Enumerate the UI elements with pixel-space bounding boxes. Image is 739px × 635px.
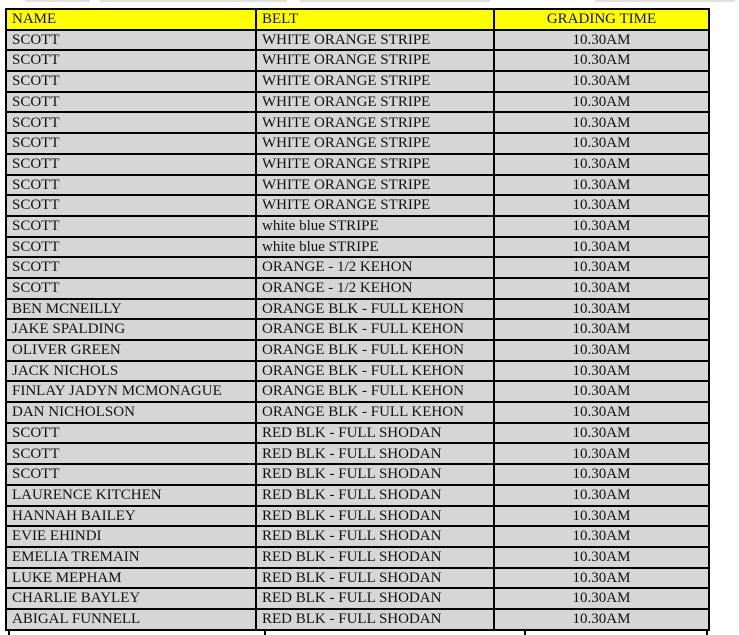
cell-belt: RED BLK - FULL SHODAN: [256, 423, 494, 444]
cell-name: SCOTT: [6, 154, 256, 175]
cell-belt: RED BLK - FULL SHODAN: [256, 609, 494, 630]
table-row: [6, 568, 709, 589]
cell-name: ABIGAL FUNNELL: [6, 609, 256, 630]
cell-name: OLIVER GREEN: [6, 340, 256, 361]
cell-belt: WHITE ORANGE STRIPE: [256, 50, 494, 71]
cell-belt: RED BLK - FULL SHODAN: [256, 547, 494, 568]
cell-belt: ORANGE BLK - FULL KEHON: [256, 402, 494, 423]
cell-name: SCOTT: [6, 216, 256, 237]
cell-name: HANNAH BAILEY: [6, 506, 256, 527]
table-row: [6, 278, 709, 299]
cell-name: JAKE SPALDING: [6, 319, 256, 340]
table-row: [6, 340, 709, 361]
cell-grading-time: 10.30AM: [494, 50, 709, 71]
cell-grading-time: 10.30AM: [494, 464, 709, 485]
cutoff-content-above: [100, 0, 287, 2]
cell-name: SCOTT: [6, 71, 256, 92]
cell-belt: WHITE ORANGE STRIPE: [256, 71, 494, 92]
cell-name: JACK NICHOLS: [6, 361, 256, 382]
table-row: [6, 464, 709, 485]
table-row: [6, 402, 709, 423]
cell-grading-time: 10.30AM: [494, 257, 709, 278]
table-row: [6, 112, 709, 133]
table-row: [6, 30, 709, 51]
table-row: [6, 485, 709, 506]
cell-belt: RED BLK - FULL SHODAN: [256, 568, 494, 589]
cell-name: DAN NICHOLSON: [6, 402, 256, 423]
cell-grading-time: 10.30AM: [494, 237, 709, 258]
cell-name: SCOTT: [6, 195, 256, 216]
cell-grading-time: 10.30AM: [494, 381, 709, 402]
cell-name: SCOTT: [6, 30, 256, 51]
cell-belt: RED BLK - FULL SHODAN: [256, 588, 494, 609]
cell-grading-time: 10.30AM: [494, 195, 709, 216]
cell-belt: RED BLK - FULL SHODAN: [256, 526, 494, 547]
cell-belt: WHITE ORANGE STRIPE: [256, 175, 494, 196]
table-row: [6, 154, 709, 175]
cell-belt: WHITE ORANGE STRIPE: [256, 195, 494, 216]
cell-grading-time: 10.30AM: [494, 526, 709, 547]
cell-name: SCOTT: [6, 133, 256, 154]
column-header-grading-time: GRADING TIME: [494, 9, 709, 30]
table-row: [6, 423, 709, 444]
cell-grading-time: 10.30AM: [494, 154, 709, 175]
cutoff-row-border: [264, 631, 266, 635]
table-row: [6, 237, 709, 258]
cell-grading-time: 10.30AM: [494, 71, 709, 92]
table-row: [6, 71, 709, 92]
cell-name: SCOTT: [6, 237, 256, 258]
table-row: [6, 609, 709, 630]
cutoff-row-border: [524, 631, 526, 635]
cell-name: SCOTT: [6, 92, 256, 113]
cell-grading-time: 10.30AM: [494, 588, 709, 609]
table-row: [6, 50, 709, 71]
cell-belt: RED BLK - FULL SHODAN: [256, 506, 494, 527]
cell-name: EVIE EHINDI: [6, 526, 256, 547]
grading-schedule: [5, 8, 710, 631]
table-row: [6, 381, 709, 402]
cell-grading-time: 10.30AM: [494, 423, 709, 444]
cell-belt: ORANGE BLK - FULL KEHON: [256, 381, 494, 402]
grading-table: [5, 8, 710, 631]
cell-name: EMELIA TREMAIN: [6, 547, 256, 568]
cutoff-content-above: [300, 0, 490, 2]
cell-grading-time: 10.30AM: [494, 299, 709, 320]
table-row: [6, 133, 709, 154]
cell-name: CHARLIE BAYLEY: [6, 588, 256, 609]
cell-belt: RED BLK - FULL SHODAN: [256, 485, 494, 506]
cell-grading-time: 10.30AM: [494, 175, 709, 196]
cell-grading-time: 10.30AM: [494, 361, 709, 382]
table-row: [6, 195, 709, 216]
cell-name: SCOTT: [6, 175, 256, 196]
cell-belt: ORANGE BLK - FULL KEHON: [256, 340, 494, 361]
table-row: [6, 319, 709, 340]
cell-grading-time: 10.30AM: [494, 485, 709, 506]
column-header-belt: BELT: [256, 9, 494, 30]
cell-name: LUKE MEPHAM: [6, 568, 256, 589]
table-row: [6, 547, 709, 568]
table-row: [6, 257, 709, 278]
cell-belt: ORANGE BLK - FULL KEHON: [256, 319, 494, 340]
cutoff-content-above: [595, 0, 735, 2]
cell-grading-time: 10.30AM: [494, 319, 709, 340]
cell-belt: white blue STRIPE: [256, 237, 494, 258]
cell-name: LAURENCE KITCHEN: [6, 485, 256, 506]
cell-belt: ORANGE BLK - FULL KEHON: [256, 361, 494, 382]
table-row: [6, 216, 709, 237]
cell-name: SCOTT: [6, 278, 256, 299]
table-row: [6, 175, 709, 196]
cell-grading-time: 10.30AM: [494, 609, 709, 630]
cutoff-content-above: [25, 0, 90, 2]
table-row: [6, 506, 709, 527]
cell-grading-time: 10.30AM: [494, 402, 709, 423]
cell-name: SCOTT: [6, 50, 256, 71]
cell-belt: WHITE ORANGE STRIPE: [256, 154, 494, 175]
cell-belt: WHITE ORANGE STRIPE: [256, 30, 494, 51]
cell-belt: WHITE ORANGE STRIPE: [256, 92, 494, 113]
cell-name: SCOTT: [6, 464, 256, 485]
cell-grading-time: 10.30AM: [494, 547, 709, 568]
cell-name: FINLAY JADYN MCMONAGUE: [6, 381, 256, 402]
cell-name: BEN MCNEILLY: [6, 299, 256, 320]
cell-name: SCOTT: [6, 443, 256, 464]
cell-grading-time: 10.30AM: [494, 133, 709, 154]
cell-belt: ORANGE BLK - FULL KEHON: [256, 299, 494, 320]
cell-belt: white blue STRIPE: [256, 216, 494, 237]
cell-grading-time: 10.30AM: [494, 216, 709, 237]
cutoff-row-border: [8, 631, 10, 635]
cell-grading-time: 10.30AM: [494, 112, 709, 133]
cell-belt: RED BLK - FULL SHODAN: [256, 464, 494, 485]
cell-grading-time: 10.30AM: [494, 506, 709, 527]
cell-name: SCOTT: [6, 112, 256, 133]
column-header-name: NAME: [6, 9, 256, 30]
cell-grading-time: 10.30AM: [494, 443, 709, 464]
cell-belt: ORANGE - 1/2 KEHON: [256, 278, 494, 299]
cell-grading-time: 10.30AM: [494, 278, 709, 299]
cell-belt: RED BLK - FULL SHODAN: [256, 443, 494, 464]
cell-belt: WHITE ORANGE STRIPE: [256, 133, 494, 154]
table-row: [6, 443, 709, 464]
cell-belt: WHITE ORANGE STRIPE: [256, 112, 494, 133]
cell-grading-time: 10.30AM: [494, 30, 709, 51]
cutoff-row-border: [706, 631, 708, 635]
cell-grading-time: 10.30AM: [494, 92, 709, 113]
table-row: [6, 526, 709, 547]
cell-grading-time: 10.30AM: [494, 568, 709, 589]
cell-grading-time: 10.30AM: [494, 340, 709, 361]
table-row: [6, 299, 709, 320]
cell-name: SCOTT: [6, 257, 256, 278]
cell-belt: ORANGE - 1/2 KEHON: [256, 257, 494, 278]
table-row: [6, 588, 709, 609]
cell-name: SCOTT: [6, 423, 256, 444]
table-row: [6, 361, 709, 382]
table-row: [6, 92, 709, 113]
header-row: [6, 9, 709, 30]
